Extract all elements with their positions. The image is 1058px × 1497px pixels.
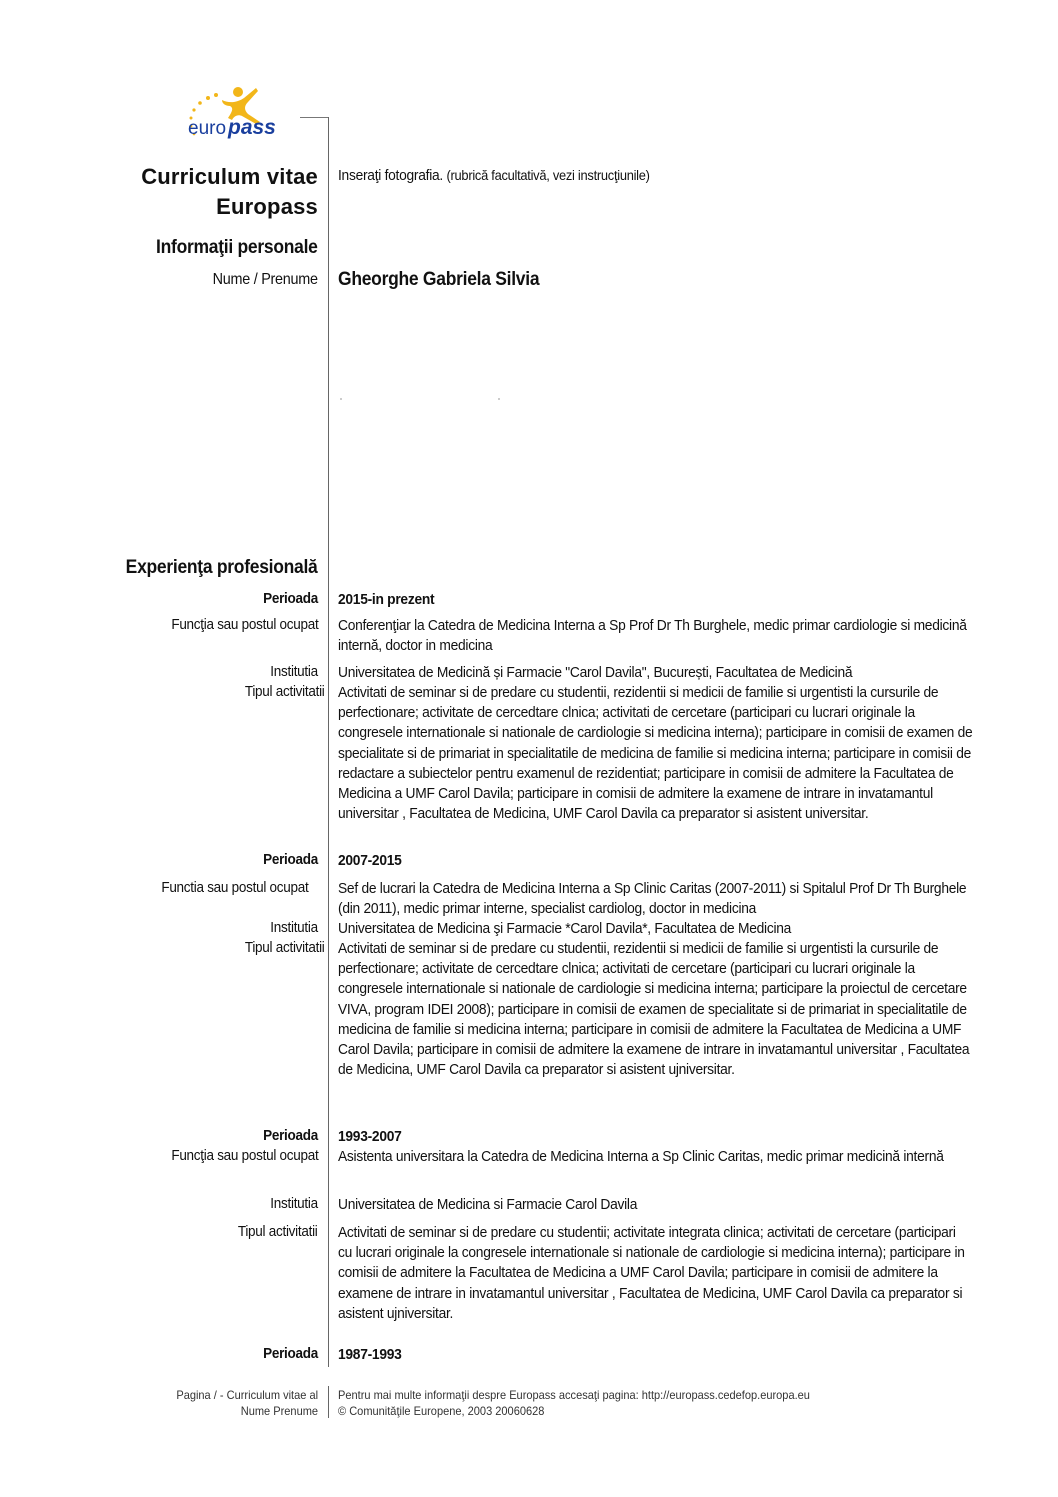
period-value: 2015-in prezent xyxy=(338,591,435,608)
activity-label: Tipul activitatii xyxy=(238,1223,318,1240)
footer-europass-link[interactable]: Pentru mai multe informaţii despre Europass accesaţi pagina: http://europass.cedefop.europa.eu xyxy=(338,1388,810,1402)
footer-page-info xyxy=(176,1387,318,1419)
photo-placeholder-note xyxy=(338,165,973,186)
cv-title-line1: Curriculum vitae xyxy=(141,164,318,189)
placeholder-dot xyxy=(498,398,500,400)
photo-note-sub: (rubrică facultativă, vezi instrucţiunile) xyxy=(446,167,650,183)
activity-label: Tipul activitatii xyxy=(245,939,325,956)
footer-info xyxy=(338,1387,810,1419)
cv-title-line2: Europass xyxy=(216,194,318,219)
name-label: Nume / Prenume xyxy=(212,271,318,288)
institution-value: Universitatea de Medicina si Farmacie Carol Davila xyxy=(338,1196,638,1213)
period-value: 1987-1993 xyxy=(338,1346,402,1363)
function-label: Funcţia sau postul ocupat xyxy=(170,616,318,633)
photo-note-main: Inseraţi fotografia. xyxy=(338,167,443,184)
period-label: Perioada xyxy=(263,1127,318,1144)
section-personal-info: Informaţii personale xyxy=(156,237,318,258)
footer-page-line2: Nume Prenume xyxy=(240,1404,318,1418)
function-value: Asistenta universitara la Catedra de Medicina Interna a Sp Clinic Caritas, medic primar medicină internă xyxy=(338,1148,944,1165)
institution-label: Institutia xyxy=(270,919,318,936)
activity-value: Activitati de seminar si de predare cu studentii, rezidentii si medicii de familie si urgentisti la cursurile de perfectionare; activitate de cercedtare clnica; activitati de cercetare (participari cu lucrari originale la congresele internationale si nationale de cardiologie si medicina interna; participare la proiectul de cercetare VIVA, program IDEI 2008); participare in comisii de examen de specialitate si de primariat in specialitatile de medicina de familie si medicina interna; participare in comisii de admitere la Facultatea de Medicina a UMF Carol Davila; participare in comisii de admitere la examene de intrare in invatamantul universitar , Facultatea de Medicina, UMF Carol Davila ca preparator si asistent ujniversitar. xyxy=(338,940,970,1079)
footer-copyright: © Comunităţile Europene, 2003 20060628 xyxy=(338,1404,545,1418)
activity-value: Activitati de seminar si de predare cu studentii; activitate integrata clinica; activitati de cercetare (participari cu lucrari originale la congresele internationale si nationale de cardiologie si medicina interna); participare in comisii de admitere la Facultatea de Medicina a UMF Carol Davila; participare in comisii de admitere la examene de intrare in invatamantul universitar , Facultatea de Medicina, UMF Carol Davila ca preparator si asistent ujniversitar. xyxy=(338,1224,965,1322)
function-value: Sef de lucrari la Catedra de Medicina Interna a Sp Clinic Caritas (2007-2011) si Spitalul Prof Dr Th Burghele (din 2011), medic primar interne, specialist cardiolog, doctor in medicina xyxy=(338,880,967,918)
institution-label: Institutia xyxy=(270,663,318,680)
period-label: Perioada xyxy=(263,851,318,868)
europass-figure-icon xyxy=(178,78,328,150)
footer-divider xyxy=(328,1386,329,1418)
column-divider xyxy=(328,117,329,1367)
period-value: 1993-2007 xyxy=(338,1128,402,1145)
name-value: Gheorghe Gabriela Silvia xyxy=(338,269,540,290)
institution-value: Universitatea de Medicină și Farmacie "Carol Davila", București, Facultatea de Medicină xyxy=(338,664,853,681)
section-experience: Experienţa profesională xyxy=(126,557,318,578)
institution-label: Institutia xyxy=(270,1195,318,1212)
institution-value: Universitatea de Medicina şi Farmacie *Carol Davila*, Facultatea de Medicina xyxy=(338,920,792,937)
footer-page-line1: Pagina / - Curriculum vitae al xyxy=(176,1388,318,1402)
activity-value: Activitati de seminar si de predare cu studentii, rezidentii si medicii de familie si urgentisti la cursurile de perfectionare; activitate de cercedtare clnica; activitati de cercetare (participari cu lucrari originale la congresele internationale si nationale de cardiologie si medicina interna); participare in comisii de examen de specialitate si de primariat in specialitatile de medicina de familie si medicina interna; participare in comisii de redactare a subiectelor pentru examenul de rezidentiat; participare in comisii de admitere la Facultatea de Medicina a UMF Carol Davila; participare in comisii de admitere la examene de intrare in invatamantul universitar , Facultatea de Medicina, UMF Carol Davila ca preparator si asistent universitar. xyxy=(338,684,973,823)
activity-label: Tipul activitatii xyxy=(245,683,325,700)
period-value: 2007-2015 xyxy=(338,852,402,869)
period-label: Perioada xyxy=(263,590,318,607)
function-label: Funcţia sau postul ocupat xyxy=(170,1147,318,1164)
period-label: Perioada xyxy=(263,1345,318,1362)
svg-text:pass: pass xyxy=(228,116,276,139)
svg-text:euro: euro xyxy=(188,118,227,139)
europass-logo xyxy=(178,78,328,150)
function-value: Conferenţiar la Catedra de Medicina Interna a Sp Prof Dr Th Burghele, medic primar cardiologie si medicină internă, doctor in medicina xyxy=(338,617,967,655)
placeholder-dot xyxy=(340,398,342,400)
logo-divider xyxy=(300,117,328,118)
function-label: Functia sau postul ocupat xyxy=(160,879,308,896)
